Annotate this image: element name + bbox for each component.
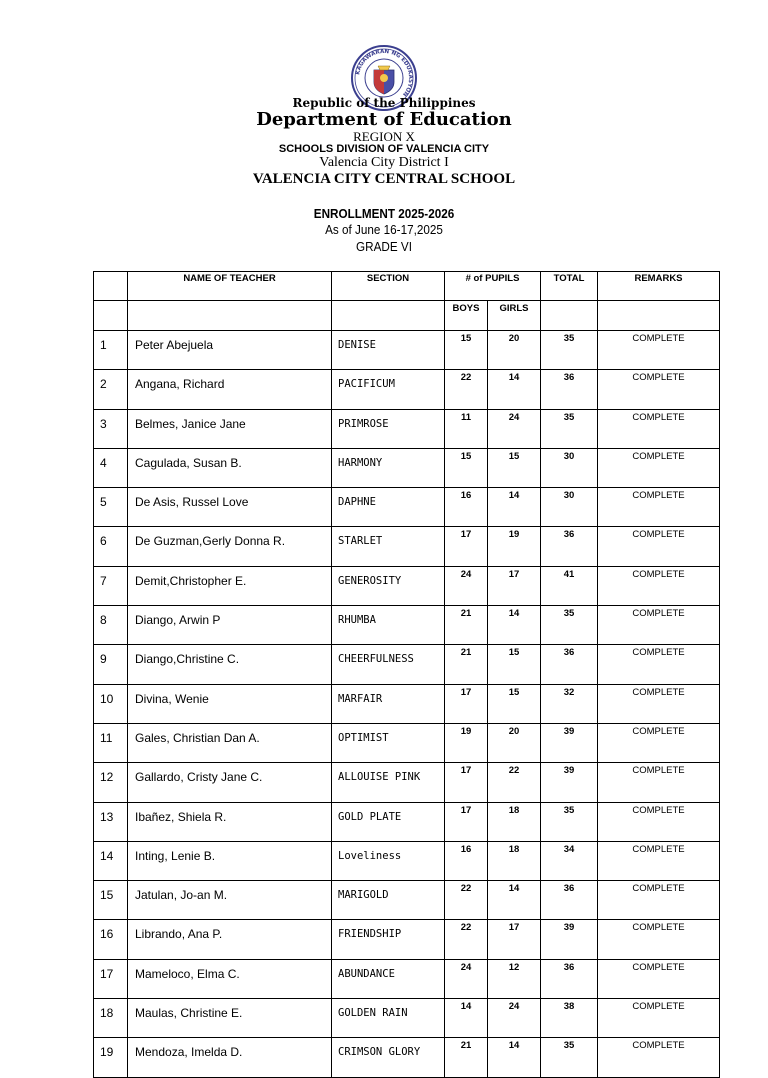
report-title: ENROLLMENT 2025-2026 — [313, 206, 455, 221]
seal-text: KAGAWARAN NG EDUKASYON — [355, 48, 414, 98]
remarks-cell: COMPLETE — [598, 841, 720, 880]
total-count: 35 — [541, 606, 598, 645]
girls-count: 14 — [488, 881, 541, 920]
section-name: HARMONY — [332, 448, 445, 487]
remarks-cell: COMPLETE — [598, 488, 720, 527]
boys-count: 17 — [445, 802, 488, 841]
girls-count: 17 — [488, 920, 541, 959]
girls-count: 14 — [488, 488, 541, 527]
total-count: 39 — [541, 723, 598, 762]
row-number: 13 — [94, 802, 128, 841]
row-number: 7 — [94, 566, 128, 605]
teacher-name: Maulas, Christine E. — [128, 999, 332, 1038]
total-count: 35 — [541, 1038, 598, 1077]
girls-count: 20 — [488, 723, 541, 762]
boys-count: 11 — [445, 409, 488, 448]
boys-count: 22 — [445, 920, 488, 959]
teacher-name: Mameloco, Elma C. — [128, 959, 332, 998]
row-number: 6 — [94, 527, 128, 566]
total-count: 38 — [541, 999, 598, 1038]
remarks-cell: COMPLETE — [598, 331, 720, 370]
teacher-name: Angana, Richard — [128, 370, 332, 409]
row-number: 12 — [94, 763, 128, 802]
section-name: Loveliness — [332, 841, 445, 880]
girls-count: 15 — [488, 448, 541, 487]
total-count: 30 — [541, 488, 598, 527]
total-count: 39 — [541, 920, 598, 959]
row-number: 1 — [94, 331, 128, 370]
header-remarks: REMARKS — [598, 272, 720, 301]
teacher-name: Belmes, Janice Jane — [128, 409, 332, 448]
teacher-name: Demit,Christopher E. — [128, 566, 332, 605]
section-name: CHEERFULNESS — [332, 645, 445, 684]
total-count: 36 — [541, 370, 598, 409]
total-count: 36 — [541, 527, 598, 566]
boys-count: 17 — [445, 684, 488, 723]
header-girls: GIRLS — [488, 301, 541, 331]
subheader-blank-section — [332, 301, 445, 331]
girls-count: 18 — [488, 802, 541, 841]
row-number: 17 — [94, 959, 128, 998]
row-number: 8 — [94, 606, 128, 645]
boys-count: 22 — [445, 881, 488, 920]
remarks-cell: COMPLETE — [598, 920, 720, 959]
total-count: 35 — [541, 331, 598, 370]
table-row — [94, 802, 720, 841]
total-count: 36 — [541, 959, 598, 998]
report-grade: GRADE VI — [356, 239, 412, 254]
boys-count: 21 — [445, 606, 488, 645]
section-name: CRIMSON GLORY — [332, 1038, 445, 1077]
row-number: 9 — [94, 645, 128, 684]
table-row — [94, 331, 720, 370]
teacher-name: De Asis, Russel Love — [128, 488, 332, 527]
remarks-cell: COMPLETE — [598, 999, 720, 1038]
header-name: NAME OF TEACHER — [128, 272, 332, 301]
teacher-name: Ibañez, Shiela R. — [128, 802, 332, 841]
girls-count: 14 — [488, 370, 541, 409]
teacher-name: Gallardo, Cristy Jane C. — [128, 763, 332, 802]
section-name: PRIMROSE — [332, 409, 445, 448]
section-name: ALLOUISE PINK — [332, 763, 445, 802]
row-number: 5 — [94, 488, 128, 527]
table-row — [94, 606, 720, 645]
teacher-name: Cagulada, Susan B. — [128, 448, 332, 487]
row-number: 16 — [94, 920, 128, 959]
republic-label: Republic of the Philippines — [292, 96, 476, 110]
table-header-row — [94, 272, 720, 301]
table-row — [94, 370, 720, 409]
district-label: Valencia City District I — [319, 155, 449, 170]
region-label: REGION X — [353, 129, 415, 144]
boys-count: 17 — [445, 763, 488, 802]
teacher-name: Jatulan, Jo-an M. — [128, 881, 332, 920]
row-number: 14 — [94, 841, 128, 880]
row-number: 19 — [94, 1038, 128, 1077]
remarks-cell: COMPLETE — [598, 527, 720, 566]
school-name: VALENCIA CITY CENTRAL SCHOOL — [252, 171, 516, 187]
total-count: 34 — [541, 841, 598, 880]
total-count: 36 — [541, 881, 598, 920]
total-count: 35 — [541, 802, 598, 841]
total-count: 30 — [541, 448, 598, 487]
remarks-cell: COMPLETE — [598, 409, 720, 448]
boys-count: 15 — [445, 331, 488, 370]
boys-count: 24 — [445, 959, 488, 998]
row-number: 10 — [94, 684, 128, 723]
teacher-name: Gales, Christian Dan A. — [128, 723, 332, 762]
table-row — [94, 409, 720, 448]
girls-count: 15 — [488, 645, 541, 684]
boys-count: 24 — [445, 566, 488, 605]
total-count: 35 — [541, 409, 598, 448]
boys-count: 15 — [445, 448, 488, 487]
table-row — [94, 488, 720, 527]
girls-count: 24 — [488, 409, 541, 448]
table-row — [94, 448, 720, 487]
row-number: 11 — [94, 723, 128, 762]
section-name: MARFAIR — [332, 684, 445, 723]
remarks-cell: COMPLETE — [598, 566, 720, 605]
subheader-blank-remarks — [598, 301, 720, 331]
girls-count: 17 — [488, 566, 541, 605]
teacher-name: Librando, Ana P. — [128, 920, 332, 959]
division-label: SCHOOLS DIVISION OF VALENCIA CITY — [278, 143, 490, 155]
row-number: 15 — [94, 881, 128, 920]
remarks-cell: COMPLETE — [598, 684, 720, 723]
total-count: 32 — [541, 684, 598, 723]
remarks-cell: COMPLETE — [598, 959, 720, 998]
teacher-name: Divina, Wenie — [128, 684, 332, 723]
girls-count: 14 — [488, 1038, 541, 1077]
table-row — [94, 920, 720, 959]
table-row — [94, 566, 720, 605]
teacher-name: De Guzman,Gerly Donna R. — [128, 527, 332, 566]
remarks-cell: COMPLETE — [598, 881, 720, 920]
total-count: 41 — [541, 566, 598, 605]
header-total: TOTAL — [541, 272, 598, 301]
table-row — [94, 841, 720, 880]
row-number: 4 — [94, 448, 128, 487]
boys-count: 19 — [445, 723, 488, 762]
remarks-cell: COMPLETE — [598, 802, 720, 841]
teacher-name: Diango,Christine C. — [128, 645, 332, 684]
table-row — [94, 684, 720, 723]
section-name: RHUMBA — [332, 606, 445, 645]
teacher-name: Mendoza, Imelda D. — [128, 1038, 332, 1077]
report-date: As of June 16-17,2025 — [325, 222, 443, 237]
total-count: 39 — [541, 763, 598, 802]
girls-count: 15 — [488, 684, 541, 723]
subheader-blank-no — [94, 301, 128, 331]
table-row — [94, 527, 720, 566]
section-name: DAPHNE — [332, 488, 445, 527]
boys-count: 16 — [445, 841, 488, 880]
remarks-cell: COMPLETE — [598, 370, 720, 409]
row-number: 3 — [94, 409, 128, 448]
girls-count: 18 — [488, 841, 541, 880]
boys-count: 21 — [445, 1038, 488, 1077]
teacher-name: Peter Abejuela — [128, 331, 332, 370]
header-section: SECTION — [332, 272, 445, 301]
table-row — [94, 959, 720, 998]
boys-count: 17 — [445, 527, 488, 566]
header-pupils: # of PUPILS — [445, 272, 541, 301]
section-name: MARIGOLD — [332, 881, 445, 920]
section-name: OPTIMIST — [332, 723, 445, 762]
remarks-cell: COMPLETE — [598, 1038, 720, 1077]
table-row — [94, 763, 720, 802]
header-boys: BOYS — [445, 301, 488, 331]
remarks-cell: COMPLETE — [598, 763, 720, 802]
girls-count: 14 — [488, 606, 541, 645]
table-row — [94, 999, 720, 1038]
girls-count: 12 — [488, 959, 541, 998]
section-name: GOLD PLATE — [332, 802, 445, 841]
remarks-cell: COMPLETE — [598, 606, 720, 645]
table-row — [94, 645, 720, 684]
remarks-cell: COMPLETE — [598, 448, 720, 487]
section-name: FRIENDSHIP — [332, 920, 445, 959]
section-name: DENISE — [332, 331, 445, 370]
girls-count: 24 — [488, 999, 541, 1038]
table-subheader-row — [94, 301, 720, 331]
boys-count: 22 — [445, 370, 488, 409]
girls-count: 22 — [488, 763, 541, 802]
table-row — [94, 881, 720, 920]
boys-count: 14 — [445, 999, 488, 1038]
table-row — [94, 723, 720, 762]
girls-count: 20 — [488, 331, 541, 370]
row-number: 2 — [94, 370, 128, 409]
row-number: 18 — [94, 999, 128, 1038]
section-name: GENEROSITY — [332, 566, 445, 605]
teacher-name: Diango, Arwin P — [128, 606, 332, 645]
section-name: ABUNDANCE — [332, 959, 445, 998]
boys-count: 16 — [445, 488, 488, 527]
teacher-name: Inting, Lenie B. — [128, 841, 332, 880]
table-row — [94, 1038, 720, 1077]
section-name: PACIFICUM — [332, 370, 445, 409]
remarks-cell: COMPLETE — [598, 723, 720, 762]
section-name: STARLET — [332, 527, 445, 566]
subheader-blank-total — [541, 301, 598, 331]
department-label: Department of Education — [256, 109, 512, 130]
header-no — [94, 272, 128, 301]
total-count: 36 — [541, 645, 598, 684]
enrollment-table — [93, 271, 720, 1078]
subheader-blank-name — [128, 301, 332, 331]
remarks-cell: COMPLETE — [598, 645, 720, 684]
girls-count: 19 — [488, 527, 541, 566]
boys-count: 21 — [445, 645, 488, 684]
section-name: GOLDEN RAIN — [332, 999, 445, 1038]
